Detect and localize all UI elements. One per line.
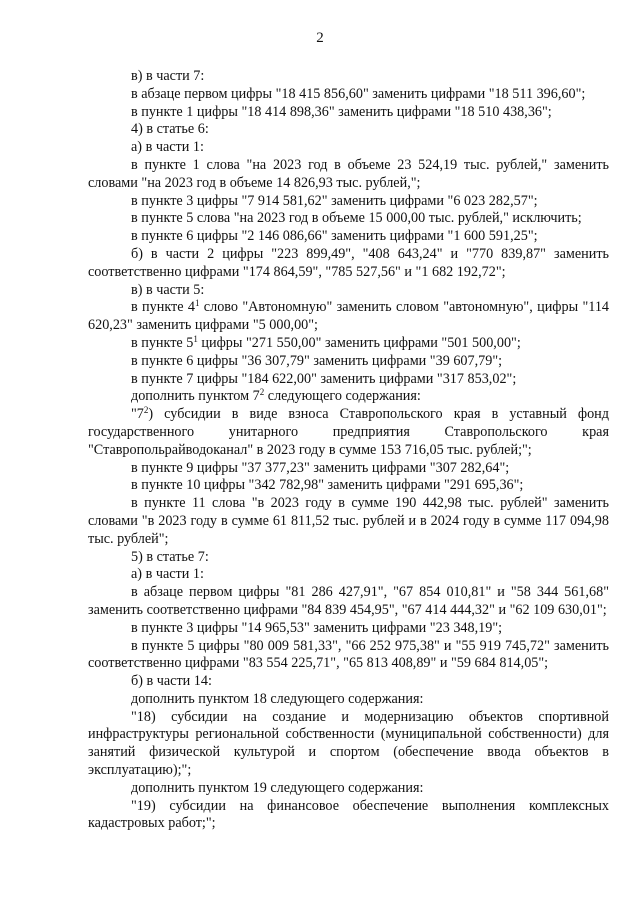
page-number: 2 xyxy=(316,30,324,46)
paragraph: в пункте $4^1$ слово "Автономную" заменить словом "автономную", цифры "114 620,23" заменить цифрами "5 000,00"; xyxy=(88,298,610,334)
paragraph: "18) субсидии на создание и модернизацию объектов спортивной инфраструктуры региональной собственности (муниципальной собственности) для занятий физической культурой и спортом (обеспечение ввода объектов в эксплуатацию);"; xyxy=(88,708,609,779)
paragraph: в абзаце первом цифры "81 286 427,91", "67 854 010,81" и "58 344 561,68" заменить соответственно цифрами "84 839 454,95", "67 414 444,32" и "62 109 630,01"; xyxy=(88,584,609,618)
paragraph: а) в части 1: xyxy=(131,566,204,583)
paragraph: дополнить пунктом 19 следующего содержания: xyxy=(131,779,424,796)
paragraph: в пункте 6 цифры "36 307,79" заменить цифрами "39 607,79"; xyxy=(131,352,503,369)
paragraph: в пункте 10 цифры "342 782,98" заменить цифрами "291 695,36"; xyxy=(131,477,524,494)
document-body xyxy=(88,68,609,833)
paragraph: в пункте 9 цифры "37 377,23" заменить цифрами "307 282,64"; xyxy=(131,459,510,476)
paragraph: в) в части 7: xyxy=(131,68,205,84)
paragraph: в пункте 1 цифры "18 414 898,36" заменить цифрами "18 510 438,36"; xyxy=(131,103,552,120)
paragraph: в пункте 7 цифры "184 622,00" заменить цифрами "317 853,02"; xyxy=(131,370,517,387)
paragraph: "$7^2$) субсидии в виде взноса Ставропольского края в уставный фонд государственного унитарного предприятия Ставропольского края "Ставропольрайводоканал" в 2023 году в сумме 153 716,05 тыс. рублей;"; xyxy=(88,405,609,458)
paragraph: в абзаце первом цифры "18 415 856,60" заменить цифрами "18 511 396,60"; xyxy=(131,85,586,102)
paragraph: в пункте 5 слова "на 2023 год в объеме 15 000,00 тыс. рублей," исключить; xyxy=(131,210,582,227)
paragraph: в пункте 6 цифры "2 146 086,66" заменить цифрами "1 600 591,25"; xyxy=(131,228,538,245)
paragraph: б) в части 2 цифры "223 899,49", "408 643,24" и "770 839,87" заменить соответственно цифрами "174 864,59", "785 527,56" и "1 682 192,72"; xyxy=(88,245,609,280)
paragraph: в пункте 3 цифры "14 965,53" заменить цифрами "23 348,19"; xyxy=(131,619,503,636)
paragraph: 4) в статье 6: xyxy=(131,121,209,138)
paragraph: в пункте 1 слова "на 2023 год в объеме 23 524,19 тыс. рублей," заменить словами "на 2023 год в объеме 14 826,93 тыс. рублей,"; xyxy=(88,156,609,191)
paragraph: в) в части 5: xyxy=(131,281,205,298)
paragraph: "19) субсидии на финансовое обеспечение выполнения комплексных кадастровых работ;"; xyxy=(88,797,609,832)
paragraph: в пункте $5^1$ цифры "271 550,00" заменить цифрами "501 500,00"; xyxy=(131,333,521,351)
paragraph: в пункте 11 слова "в 2023 году в сумме 190 442,98 тыс. рублей" заменить словами "в 2023 году в сумме 61 811,52 тыс. рублей и в 2024 году в сумме 117 094,98 тыс. рублей"; xyxy=(88,495,609,547)
paragraph: в пункте 5 цифры "80 009 581,33", "66 252 975,38" и "55 919 745,72" заменить соответственно цифрами "83 554 225,71", "65 813 408,89" и "59 684 814,05"; xyxy=(88,637,609,672)
paragraph: б) в части 14: xyxy=(131,673,212,690)
paragraph: 5) в статье 7: xyxy=(131,548,209,565)
paragraph: в пункте 3 цифры "7 914 581,62" заменить цифрами "6 023 282,57"; xyxy=(131,192,538,209)
paragraph: дополнить пунктом $7^2$ следующего содержания: xyxy=(131,387,421,405)
paragraph: дополнить пунктом 18 следующего содержания: xyxy=(131,690,424,707)
paragraph: а) в части 1: xyxy=(131,139,204,156)
